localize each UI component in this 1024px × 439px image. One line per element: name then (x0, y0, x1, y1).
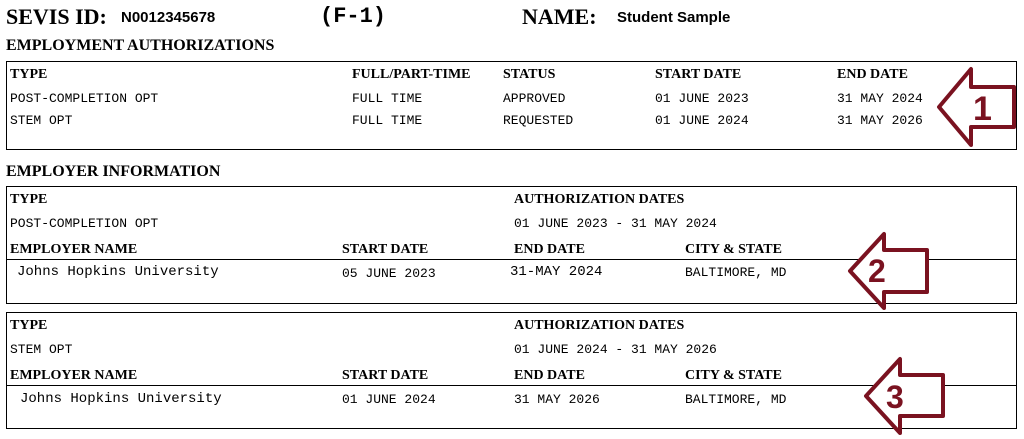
table-cell-start-date: 01 JUNE 2024 (655, 113, 749, 128)
table-cell-full-part-time: FULL TIME (352, 91, 423, 106)
employer-end-date: 31-MAY 2024 (510, 264, 603, 280)
employer-information-title: EMPLOYER INFORMATION (6, 163, 221, 180)
name-label: NAME: (522, 4, 597, 29)
column-header-full-part-time: FULL/PART-TIME (352, 67, 471, 82)
callout-number: 2 (868, 253, 886, 289)
type-value: POST-COMPLETION OPT (10, 216, 159, 231)
column-header-start-date: START DATE (655, 67, 742, 82)
table-cell-status: APPROVED (503, 91, 566, 106)
sevis-id-value: N0012345678 (121, 9, 216, 26)
employer-end-date: 31 MAY 2026 (514, 392, 600, 407)
name-value: Student Sample (617, 9, 731, 26)
authorization-dates-value: 01 JUNE 2024 - 31 MAY 2026 (514, 342, 717, 357)
sevis-id-label: SEVIS ID: (6, 4, 107, 29)
employer-city-state: BALTIMORE, MD (685, 392, 787, 407)
column-header-city-state: CITY & STATE (685, 242, 782, 257)
type-value: STEM OPT (10, 342, 73, 357)
table-cell-start-date: 01 JUNE 2023 (655, 91, 749, 106)
visa-type: (F-1) (320, 4, 387, 29)
column-header-end-date: END DATE (514, 242, 585, 257)
employer-city-state: BALTIMORE, MD (685, 265, 787, 280)
employment-authorizations-table (6, 61, 1017, 150)
table-cell-end-date: 31 MAY 2024 (837, 91, 923, 106)
left-arrow-icon (937, 66, 1017, 148)
callout-number: 1 (973, 90, 992, 128)
column-header-end-date: END DATE (837, 67, 908, 82)
employer-start-date: 05 JUNE 2023 (342, 266, 436, 281)
employment-authorizations-title: EMPLOYMENT AUTHORIZATIONS (6, 37, 275, 54)
table-cell-type: POST-COMPLETION OPT (10, 91, 159, 106)
column-header-start-date: START DATE (342, 242, 429, 257)
column-header-employer-name: EMPLOYER NAME (10, 368, 138, 383)
left-arrow-icon (864, 356, 946, 436)
table-cell-status: REQUESTED (503, 113, 574, 128)
authorization-dates-value: 01 JUNE 2023 - 31 MAY 2024 (514, 216, 717, 231)
column-header-employer-name: EMPLOYER NAME (10, 242, 138, 257)
employer-name: Johns Hopkins University (20, 391, 222, 407)
authorization-dates-label: AUTHORIZATION DATES (514, 318, 685, 333)
column-header-start-date: START DATE (342, 368, 429, 383)
column-header-city-state: CITY & STATE (685, 368, 782, 383)
table-cell-full-part-time: FULL TIME (352, 113, 423, 128)
employer-name: Johns Hopkins University (17, 264, 219, 280)
column-header-type: TYPE (10, 67, 48, 82)
table-cell-type: STEM OPT (10, 113, 73, 128)
callout-number: 3 (886, 379, 904, 415)
column-header-status: STATUS (503, 67, 556, 82)
table-cell-end-date: 31 MAY 2026 (837, 113, 923, 128)
employer-start-date: 01 JUNE 2024 (342, 392, 436, 407)
type-label: TYPE (10, 318, 48, 333)
column-header-end-date: END DATE (514, 368, 585, 383)
type-label: TYPE (10, 192, 48, 207)
left-arrow-icon (848, 231, 930, 313)
authorization-dates-label: AUTHORIZATION DATES (514, 192, 685, 207)
